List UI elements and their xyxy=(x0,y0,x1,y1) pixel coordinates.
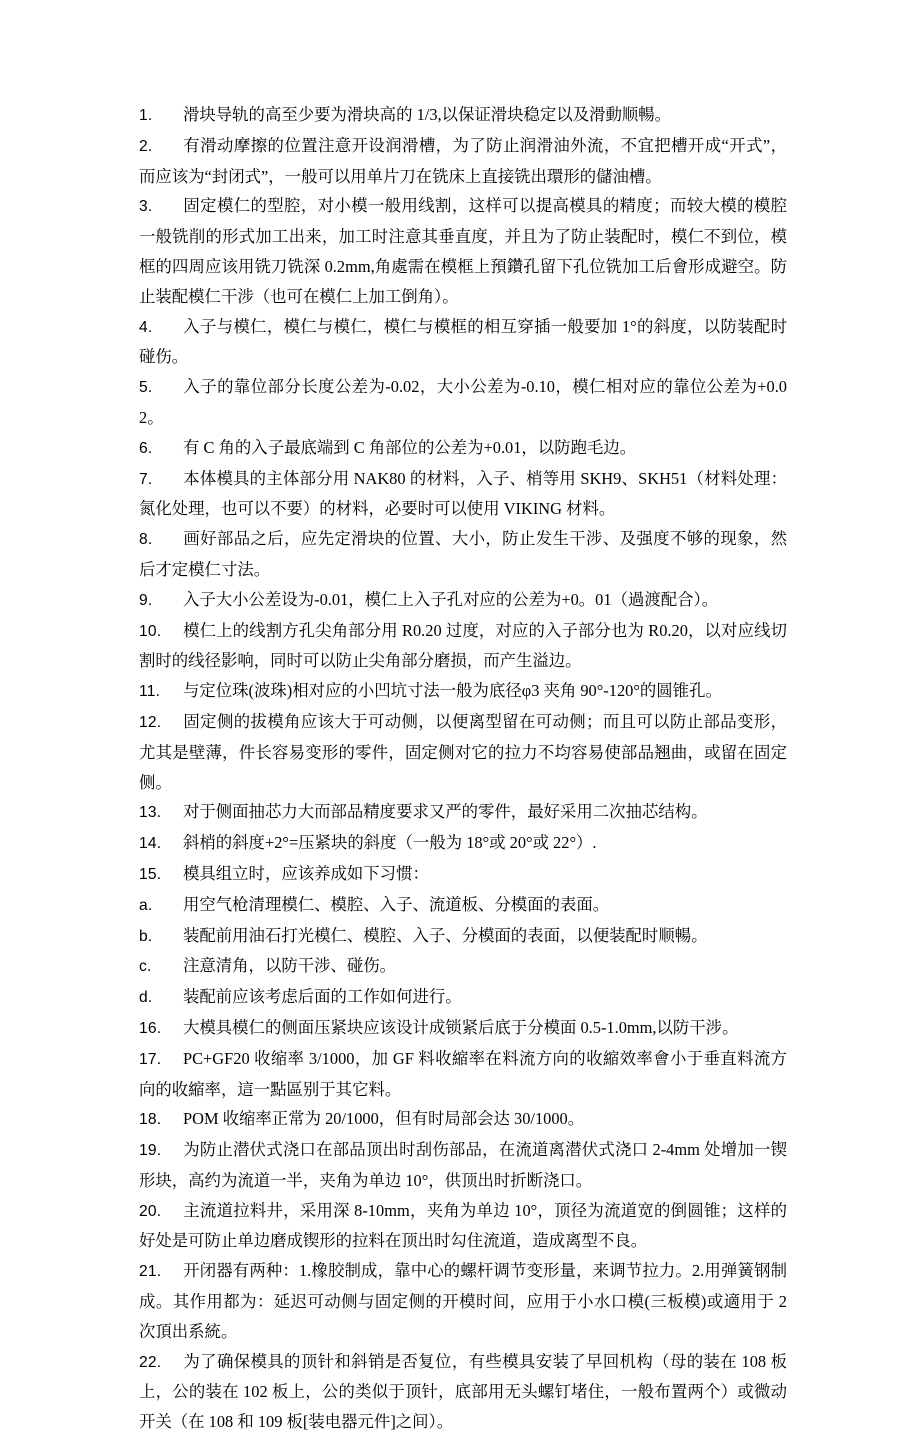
list-item-text: 装配前用油石打光模仁、模腔、入子、分模面的表面，以便装配时顺暢。 xyxy=(183,925,708,945)
list-item-text: 滑块导轨的高至少要为滑块高的 1/3,以保证滑块稳定以及滑動顺暢。 xyxy=(183,105,672,124)
list-item-marker: 11. xyxy=(139,683,161,701)
list-item-text: 装配前应该考虑后面的工作如何进行。 xyxy=(183,987,462,1007)
list-item-text: 注意清角，以防干涉、碰伤。 xyxy=(183,956,397,976)
list-item-text: 有 C 角的入子最底端到 C 角部位的公差为+0.01，以防跑毛边。 xyxy=(183,437,637,457)
list-item xyxy=(139,1013,787,1044)
list-item-text: 有滑动摩擦的位置注意开设润滑槽，为了防止润滑油外流，不宜把槽开成“开式”，而应该为“封闭式”，一般可以用单片刀在铣床上直接铣出環形的儲油槽。 xyxy=(139,135,787,186)
list-item-text: 入子的靠位部分长度公差为-0.02，大小公差为-0.10，模仁相对应的靠位公差为+0.02。 xyxy=(139,377,787,427)
list-item xyxy=(139,191,787,311)
list-item xyxy=(139,1196,787,1257)
list-item-marker: 17. xyxy=(139,1050,162,1068)
list-item-marker: 12. xyxy=(139,713,162,731)
list-item xyxy=(139,464,787,525)
list-item-text: 固定侧的拔模角应该大于可动侧，以便离型留在可动侧；而且可以防止部品变形，尤其是壁薄，件长容易变形的零件，固定侧对它的拉力不均容易使部品翘曲，或留在固定侧。 xyxy=(139,711,787,792)
list-item-marker: 21. xyxy=(139,1263,162,1281)
list-item-marker: 4. xyxy=(139,318,153,336)
list-item-text: 本体模具的主体部分用 NAK80 的材料，入子、梢等用 SKH9、SKH51（材料处理：氮化处理，也可以不要）的材料，必要时可以使用 VIKING 材料。 xyxy=(139,468,787,519)
list-item-marker: 18. xyxy=(139,1111,162,1129)
list-item-marker: 6. xyxy=(139,439,153,457)
list-item xyxy=(139,1135,787,1196)
list-item xyxy=(139,890,787,921)
list-item-text: 对于侧面抽芯力大而部品精度要求又严的零件，最好采用二次抽芯结构。 xyxy=(183,802,708,822)
list-item xyxy=(139,131,787,192)
list-item-text: 入子与模仁，模仁与模仁，模仁与模框的相互穿插一般要加 1°的斜度，以防装配时碰伤。 xyxy=(139,316,787,367)
list-item-marker: b. xyxy=(139,927,153,945)
list-item xyxy=(139,312,787,373)
list-item-text: 为防止潜伏式浇口在部品顶出时刮伤部品，在流道离潜伏式浇口 2-4mm 处增加一锲形块，高约为流道一半，夹角为单边 10°，供顶出时折断浇口。 xyxy=(139,1140,787,1190)
list-item-text: PC+GF20 收缩率 3/1000，加 GF 料收縮率在料流方向的收縮效率會小于垂直料流方向的收縮率，這一點區别于其它料。 xyxy=(139,1048,787,1099)
list-item-text: POM 收缩率正常为 20/1000，但有时局部会达 30/1000。 xyxy=(183,1109,585,1129)
list-item-marker: 5. xyxy=(139,379,153,397)
list-item-marker: 3. xyxy=(139,198,153,216)
list-item xyxy=(139,859,787,890)
list-item-marker: a. xyxy=(139,896,153,914)
list-item-marker: d. xyxy=(139,989,153,1007)
list-item xyxy=(139,524,787,585)
list-item xyxy=(139,951,787,982)
list-item xyxy=(139,921,787,952)
list-item-marker: 15. xyxy=(139,865,162,883)
list-item-marker: c. xyxy=(139,958,152,976)
list-item xyxy=(139,372,787,433)
list-item-marker: 13. xyxy=(139,804,162,822)
list-item-marker: 10. xyxy=(139,622,162,640)
list-item-text: 用空气枪清理模仁、模腔、入子、流道板、分模面的表面。 xyxy=(183,894,610,914)
list-item-text: 固定模仁的型腔，对小模一般用线割，这样可以提高模具的精度；而较大模的模腔一般铣削的形式加工出来，加工时注意其垂直度，并且为了防止装配时，模仁不到位，模框的四周应该用铣刀铣深 0.2mm,角處需在模框上預鑽孔留下孔位铣加工后會形成避空。防止装配模仁干涉（也可在模仁上加工倒角）。 xyxy=(139,196,787,306)
list-item xyxy=(139,585,787,616)
list-item-text: 大模具模仁的侧面压紧块应该设计成锁紧后底于分模面 0.5-1.0mm,以防干涉。 xyxy=(183,1017,739,1037)
document-text-body xyxy=(139,100,787,1437)
list-item-marker: 8. xyxy=(139,531,153,549)
list-item xyxy=(139,616,787,677)
list-item xyxy=(139,1256,787,1346)
list-item-marker: 22. xyxy=(139,1353,162,1371)
list-item-marker: 7. xyxy=(139,470,153,488)
list-item-marker: 1. xyxy=(139,107,153,124)
list-item-marker: 14. xyxy=(139,835,162,853)
list-item xyxy=(139,828,787,859)
list-item xyxy=(139,100,787,131)
list-item-text: 与定位珠(波珠)相对应的小凹坑寸法一般为底径φ3 夹角 90°-120°的圆锥孔。 xyxy=(183,681,722,701)
list-item xyxy=(139,707,787,797)
list-item-text: 入子大小公差设为-0.01，模仁上入子孔对应的公差为+0。01（過渡配合）。 xyxy=(183,589,719,609)
list-item-marker: 16. xyxy=(139,1019,162,1037)
list-item xyxy=(139,982,787,1013)
list-item-text: 为了确保模具的顶针和斜销是否复位，有些模具安装了早回机构（母的装在 108 板上，公的装在 102 板上，公的类似于顶针，底部用无头螺钉堵住，一般布置两个）或微动开关（在 108 和 109 板[装电器元件]之间）。 xyxy=(139,1351,787,1432)
list-item xyxy=(139,1044,787,1105)
list-item-marker: 9. xyxy=(139,591,153,609)
list-item-text: 斜梢的斜度+2°=压紧块的斜度（一般为 18°或 20°或 22°）. xyxy=(183,833,597,853)
list-item-text: 主流道拉料井，采用深 8-10mm，夹角为单边 10°，顶径为流道宽的倒圆锥；这样的好处是可防止单边磨成锲形的拉料在顶出时勾住流道，造成离型不良。 xyxy=(139,1200,787,1251)
list-item-marker: 2. xyxy=(139,137,153,155)
list-item xyxy=(139,1104,787,1135)
list-item-text: 模仁上的线割方孔尖角部分用 R0.20 过度，对应的入子部分也为 R0.20，以对应线切割时的线径影响，同时可以防止尖角部分磨损，而产生溢边。 xyxy=(139,620,787,671)
list-item-text: 开闭器有两种：1.橡胶制成，靠中心的螺杆调节变形量，来调节拉力。2.用弹簧钢制成。其作用都为：延迟可动侧与固定侧的开模时间，应用于小水口模(三板模)或適用于 2 次頂出系統。 xyxy=(139,1261,787,1341)
list-item xyxy=(139,433,787,464)
list-item xyxy=(139,797,787,828)
list-item-marker: 20. xyxy=(139,1202,162,1220)
list-item xyxy=(139,1347,787,1437)
list-item-marker: 19. xyxy=(139,1142,162,1160)
list-item-text: 画好部品之后，应先定滑块的位置、大小，防止发生干涉、及强度不够的现象，然后才定模仁寸法。 xyxy=(139,529,787,579)
list-item xyxy=(139,676,787,707)
list-item-text: 模具组立时，应该养成如下习惯： xyxy=(183,863,429,883)
